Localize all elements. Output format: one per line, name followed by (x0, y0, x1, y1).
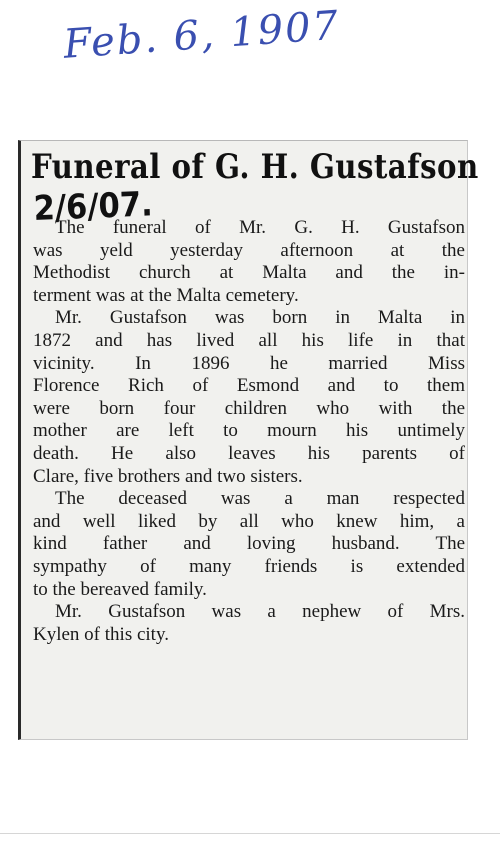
handwritten-date: Feb. 6, 1907 (62, 2, 342, 68)
article-line: kind father and loving husband. The (33, 533, 465, 555)
article-line: Mr. Gustafson was a nephew of Mrs. (55, 601, 465, 623)
article-headline: Funeral of G. H. Gustafson (31, 147, 479, 187)
article-line: sympathy of many friends is extended (33, 555, 465, 577)
article-line: to the bereaved family. (33, 578, 207, 600)
article-line: and well liked by all who knew him, a (33, 510, 465, 532)
article-line: vicinity. In 1896 he married Miss (33, 352, 465, 374)
article-line: mother are left to mourn his untimely (33, 420, 465, 442)
article-line: Kylen of this city. (33, 623, 169, 645)
article-line: The deceased was a man respected (55, 488, 465, 510)
article-line: was yeld yesterday afternoon at the (33, 239, 465, 261)
article-line: death. He also leaves his parents of (33, 442, 465, 464)
article-line: 1872 and has lived all his life in that (33, 329, 465, 351)
clipping-handwritten-date: 2/6/07. (33, 184, 154, 229)
article-line: Methodist church at Malta and the in- (33, 262, 465, 284)
article-line: Clare, five brothers and two sisters. (33, 465, 303, 487)
article-body (33, 217, 465, 646)
newspaper-clipping (18, 140, 479, 740)
article-line: were born four children who with the (33, 397, 465, 419)
scan-edge-line (0, 833, 500, 834)
article-line: The funeral of Mr. G. H. Gustafson (55, 217, 465, 238)
article-line: terment was at the Malta cemetery. (33, 284, 299, 306)
article-line: Mr. Gustafson was born in Malta in (55, 307, 465, 329)
article-line: Florence Rich of Esmond and to them (33, 375, 465, 397)
